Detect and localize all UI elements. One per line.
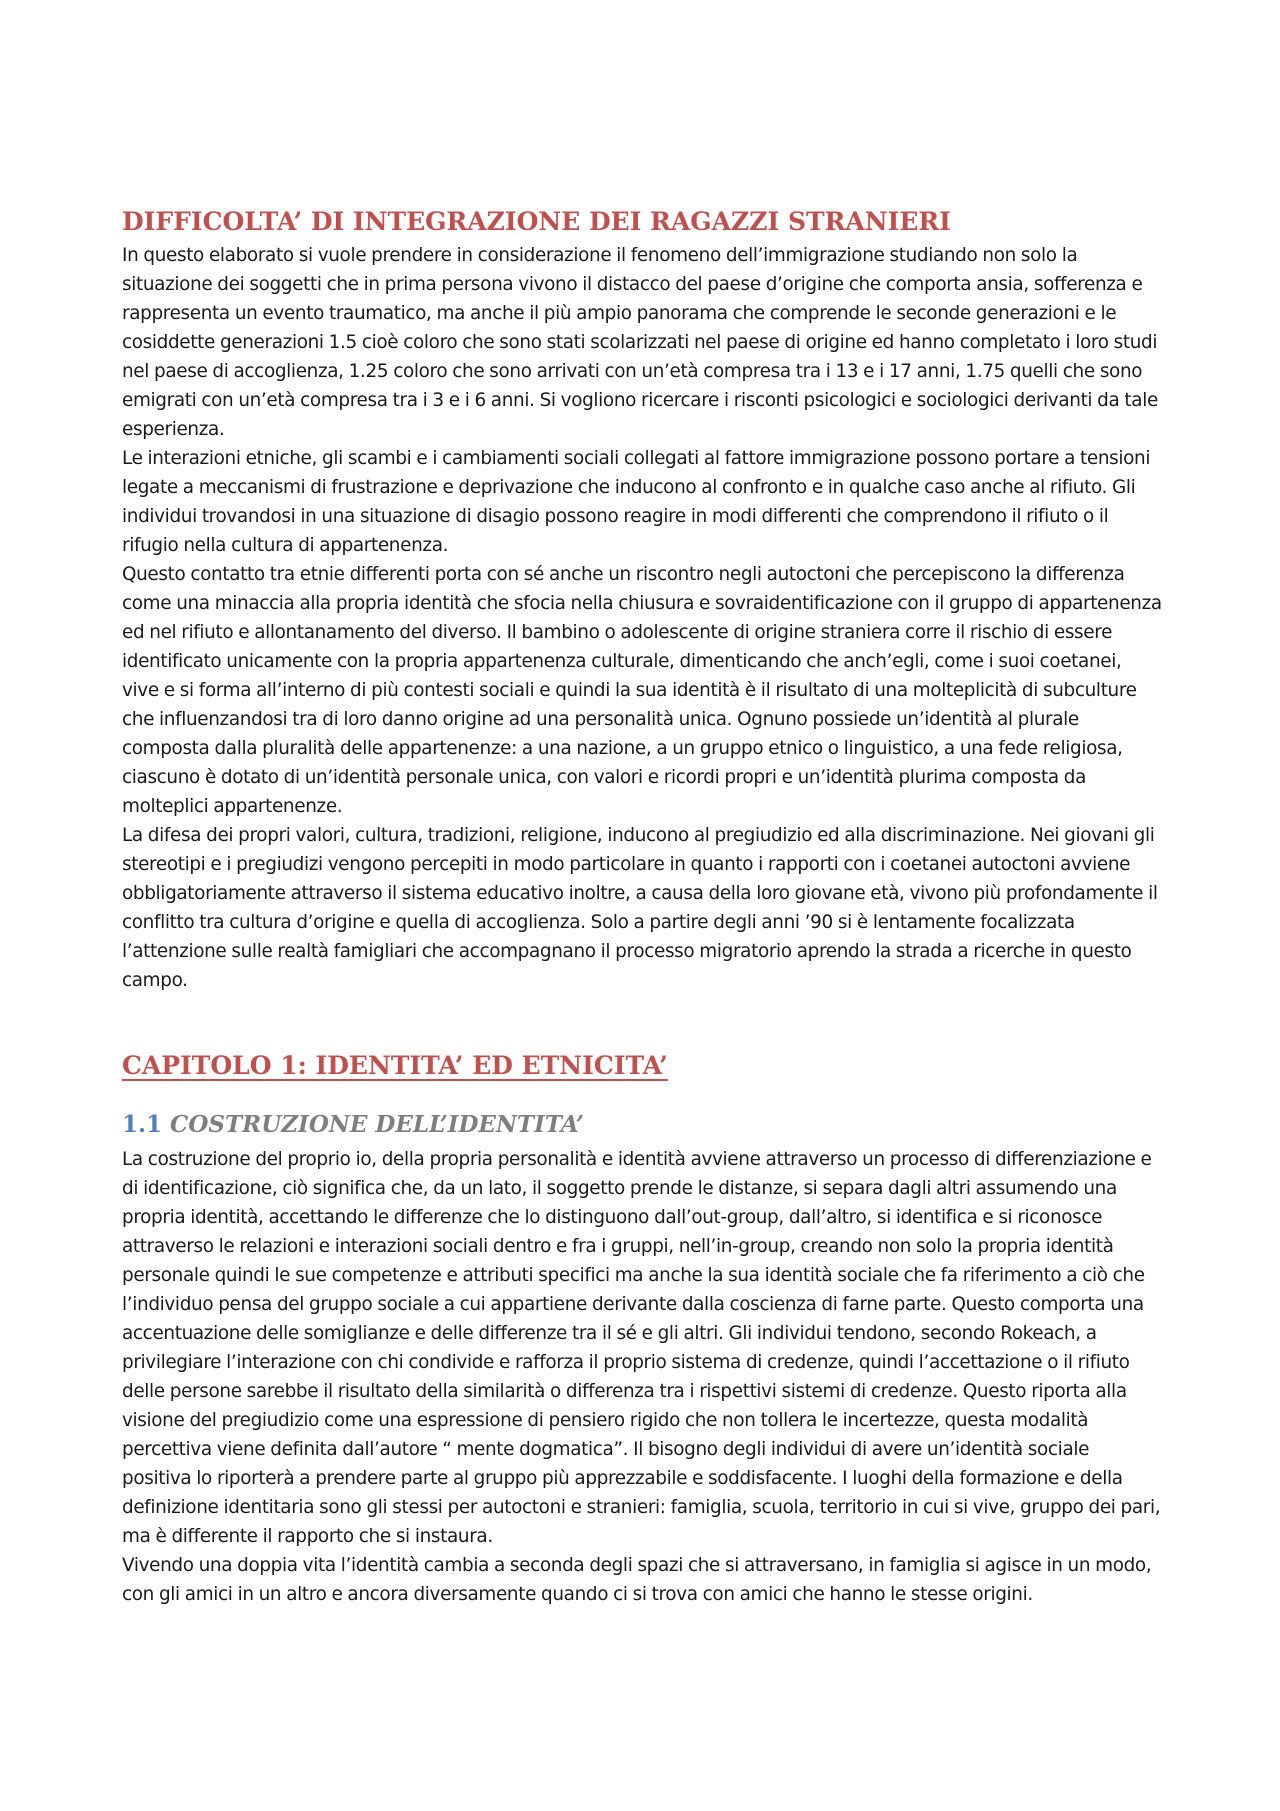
section-name: COSTRUZIONE DELL’IDENTITA’ bbox=[170, 1111, 584, 1138]
document-title: DIFFICOLTA’ DI INTEGRAZIONE DEI RAGAZZI STRANIERI bbox=[122, 207, 951, 236]
intro-paragraph: In questo elaborato si vuole prendere in considerazione il fenomeno dell’immigrazione studiando non solo la situazione dei soggetti che in prima persona vivono il distacco del paese d’origine che comporta ansia, sofferenza e rappresenta un evento traumatico, ma anche il più ampio panorama che comprende le seconde generazioni e le cosiddette generazioni 1.5 cioè coloro che sono stati scolarizzati nel paese di origine ed hanno completato i loro studi nel paese di accoglienza, 1.25 coloro che sono arrivati con un’età compresa tra i 13 e i 17 anni, 1.75 quelli che sono emigrati con un’età compresa tra i 3 e i 6 anni. Si vogliono ricercare i risconti psicologici e sociologici derivanti da tale esperienza. bbox=[122, 245, 1158, 440]
intro-paragraph: Le interazioni etniche, gli scambi e i cambiamenti sociali collegati al fattore immigrazione possono portare a tensioni legate a meccanismi di frustrazione e deprivazione che inducono al confronto e in qualche caso anche al rifiuto. Gli individui trovandosi in una situazione di disagio possono reagire in modi differenti che comprendono il rifiuto o il rifugio nella cultura di appartenenza. bbox=[122, 448, 1151, 556]
chapter-title: CAPITOLO 1: IDENTITA’ ED ETNICITA’ bbox=[122, 1051, 668, 1080]
section-number: 1.1 bbox=[122, 1111, 163, 1138]
intro-paragraph: Questo contatto tra etnie differenti porta con sé anche un riscontro negli autoctoni che percepiscono la differenza come una minaccia alla propria identità che sfocia nella chiusura e sovraidentificazione con il gruppo di appartenenza ed nel rifiuto e allontanamento del diverso. Il bambino o adolescente di origine straniera corre il rischio di essere identificato unicamente con la propria appartenenza culturale, dimenticando che anch’egli, come i suoi coetanei, vive e si forma all’interno di più contesti sociali e quindi la sua identità è il risultato di una molteplicità di subculture che influenzandosi tra di loro danno origine ad una personalità unica. Ognuno possiede un’identità al plurale composta dalla pluralità delle appartenenze: a una nazione, a un gruppo etnico o linguistico, a una fede religiosa, ciascuno è dotato di un’identità personale unica, con valori e ricordi propri e un’identità plurima composta da molteplici appartenenze. bbox=[122, 564, 1162, 817]
section-title bbox=[122, 1109, 1162, 1141]
intro-paragraph: La difesa dei propri valori, cultura, tradizioni, religione, inducono al pregiudizio ed alla discriminazione. Nei giovani gli stereotipi e i pregiudizi vengono percepiti in modo particolare in quanto i rapporti con i coetanei autoctoni avviene obbligatoriamente attraverso il sistema educativo inoltre, a causa della loro giovane età, vivono più profondamente il conflitto tra cultura d’origine e quella di accoglienza. Solo a partire degli anni ’90 si è lentamente focalizzata l’attenzione sulle realtà famigliari che accompagnano il processo migratorio aprendo la strada a ricerche in questo campo. bbox=[122, 825, 1158, 991]
section-paragraph: Vivendo una doppia vita l’identità cambia a seconda degli spazi che si attraversano, in famiglia si agisce in un modo, con gli amici in un altro e ancora diversamente quando ci si trova con amici che hanno le stesse origini. bbox=[122, 1555, 1152, 1605]
document-content bbox=[122, 205, 1162, 1609]
section-paragraph: La costruzione del proprio io, della propria personalità e identità avviene attraverso un processo di differenziazione e di identificazione, ciò significa che, da un lato, il soggetto prende le distanze, si separa dagli altri assumendo una propria identità, accettando le differenze che lo distinguono dall’out-group, dall’altro, si identifica e si riconosce attraverso le relazioni e interazioni sociali dentro e fra i gruppi, nell’in-group, creando non solo la propria identità personale quindi le sue competenze e attributi specifici ma anche la sua identità sociale che fa riferimento a ciò che l’individuo pensa del gruppo sociale a cui appartiene derivante dalla coscienza di farne parte. Questo comporta una accentuazione delle somiglianze e delle differenze tra il sé e gli altri. Gli individui tendono, secondo Rokeach, a privilegiare l’interazione con chi condivide e rafforza il proprio sistema di credenze, quindi l’accettazione o il rifiuto delle persone sarebbe il risultato della similarità o differenza tra i rispettivi sistemi di credenze. Questo riporta alla visione del pregiudizio come una espressione di pensiero rigido che non tollera le incertezze, questa modalità percettiva viene definita dall’autore “ mente dogmatica”. Il bisogno degli individui di avere un’identità sociale positiva lo riporterà a prendere parte al gruppo più apprezzabile e soddisfacente. I luoghi della formazione e della definizione identitaria sono gli stessi per autoctoni e stranieri: famiglia, scuola, territorio in cui si vive, gruppo dei pari, ma è differente il rapporto che si instaura. bbox=[122, 1149, 1161, 1547]
